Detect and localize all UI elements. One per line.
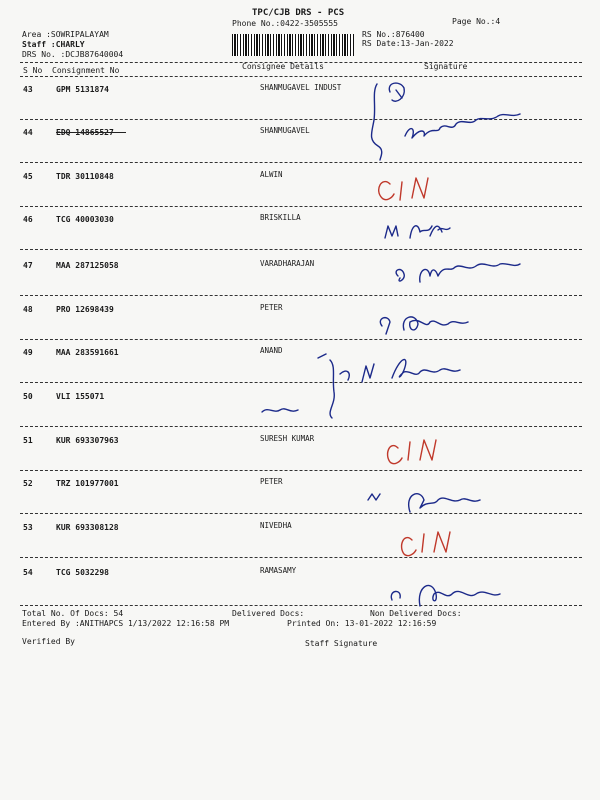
row-sno: 50 — [23, 392, 33, 401]
delivered-docs: Delivered Docs: — [232, 609, 305, 618]
cn-mark-45 — [379, 178, 428, 200]
signature-46 — [385, 226, 450, 238]
col-sno: S No — [23, 66, 43, 75]
entered-by: Entered By :ANITHAPCS 1/13/2022 12:16:58 PM — [22, 619, 230, 628]
row-sno: 49 — [23, 348, 33, 357]
row-sno: 47 — [23, 261, 33, 270]
row-consignment: KUR 693308128 — [56, 523, 119, 532]
row-sno: 44 — [23, 128, 33, 137]
row-sno: 51 — [23, 436, 33, 445]
row-sno: 48 — [23, 305, 33, 314]
signature-48 — [380, 317, 468, 334]
row-consignee: RAMASAMY — [260, 566, 297, 575]
non-delivered-docs: Non Delivered Docs: — [370, 609, 462, 618]
area-label: Area :SOWRIPALAYAM — [22, 30, 109, 39]
signature-47 — [396, 264, 520, 282]
row-consignment: TRZ 101977001 — [56, 479, 119, 488]
staff-label: Staff :CHARLY — [22, 40, 85, 49]
row-consignee: BRISKILLA — [260, 213, 301, 222]
signature-49 — [340, 360, 460, 382]
signature-54 — [391, 585, 500, 606]
row-consignee: SURESH KUMAR — [260, 434, 315, 443]
drs-number: DRS No. :DCJB87640004 — [22, 50, 124, 59]
col-signature: Signature — [424, 62, 468, 71]
row-consignee: NIVEDHA — [260, 521, 292, 530]
row-consignment: TCG 40003030 — [56, 215, 114, 224]
staff-signature-label: Staff Signature — [305, 639, 378, 648]
row-consignment: MAA 283591661 — [56, 348, 119, 357]
phone-number: Phone No.:0422-3505555 — [232, 19, 338, 28]
row-sno: 45 — [23, 172, 33, 181]
row-consignment: EDQ 14865527 — [56, 128, 114, 137]
rs-number: RS No.:876400 — [362, 30, 425, 39]
row-consignee: PETER — [260, 303, 283, 312]
row-consignment: PRO 12698439 — [56, 305, 114, 314]
row-consignee: ALWIN — [260, 170, 283, 179]
document-title: TPC/CJB DRS - PCS — [252, 8, 345, 18]
row-sno: 52 — [23, 479, 33, 488]
row-consignee: SHANMUGAVEL — [260, 126, 310, 135]
row-sno: 54 — [23, 568, 33, 577]
cn-mark-51 — [388, 440, 436, 464]
page-number: Page No.:4 — [452, 17, 501, 26]
row-consignee: ANAND — [260, 346, 283, 355]
row-consignment: VLI 155071 — [56, 392, 105, 401]
row-sno: 43 — [23, 85, 33, 94]
row-consignee: PETER — [260, 477, 283, 486]
col-consignment: Consignment No — [52, 66, 120, 75]
row-sno: 53 — [23, 523, 33, 532]
row-consignment: GPM 5131874 — [56, 85, 109, 94]
row-consignment: TDR 30110848 — [56, 172, 114, 181]
row-consignment: TCG 5032298 — [56, 568, 109, 577]
verified-by: Verified By — [22, 637, 75, 646]
signature-50 — [262, 409, 298, 412]
row-consignment: MAA 287125058 — [56, 261, 119, 270]
col-consignee: Consignee Details — [242, 62, 324, 71]
row-consignee: VARADHARAJAN — [260, 259, 315, 268]
signature-44 — [405, 114, 520, 138]
brace-signature-43-44 — [372, 84, 382, 160]
cn-mark-53 — [402, 532, 450, 556]
signature-43 — [389, 83, 404, 101]
total-docs: Total No. Of Docs: 54 — [22, 609, 124, 618]
row-consignee: SHANMUGAVEL INDUST — [260, 83, 342, 92]
row-consignment: KUR 693307963 — [56, 436, 119, 445]
signature-52 — [368, 494, 480, 512]
rs-date: RS Date:13-Jan-2022 — [362, 39, 454, 48]
row-sno: 46 — [23, 215, 33, 224]
brace-signature-49-50 — [318, 354, 334, 418]
printed-on: Printed On: 13-01-2022 12:16:59 — [287, 619, 437, 628]
